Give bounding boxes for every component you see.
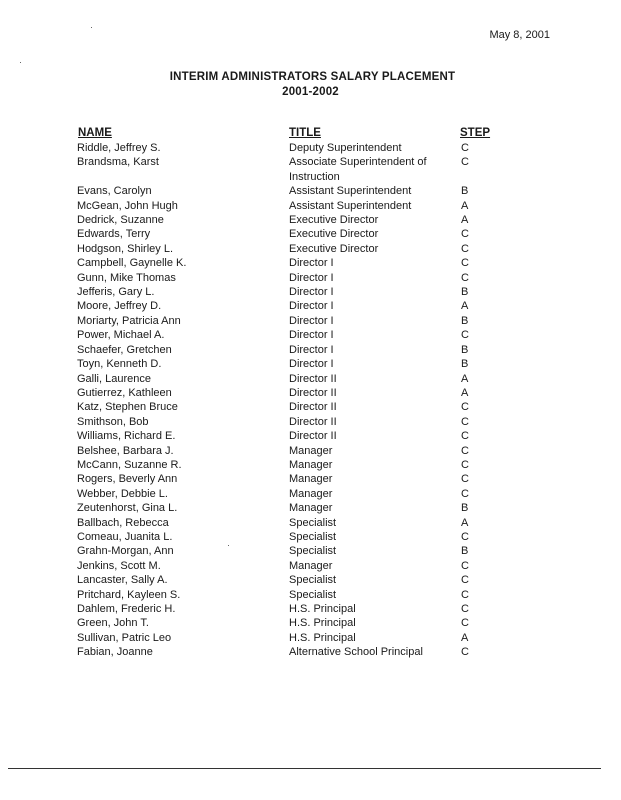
- table-row: [0, 573, 621, 587]
- row-title: H.S. Principal: [289, 603, 356, 615]
- row-title: Executive Director: [289, 214, 379, 227]
- scan-speck: [228, 545, 229, 546]
- row-name: Toyn, Kenneth D.: [77, 358, 162, 371]
- row-name: Ballbach, Rebecca: [77, 516, 169, 529]
- row-name: Jenkins, Scott M.: [77, 559, 161, 572]
- row-title: Manager: [289, 502, 333, 515]
- row-name: Belshee, Barbara J.: [77, 444, 174, 457]
- row-name: Power, Michael A.: [77, 329, 165, 342]
- row-title: Manager: [289, 487, 333, 500]
- row-title: Director I: [289, 300, 334, 313]
- row-title: Associate Superintendent of Instruction: [289, 156, 427, 183]
- row-title: Specialist: [289, 574, 337, 587]
- row-title: Director II: [289, 401, 337, 414]
- row-step: B: [461, 358, 469, 371]
- row-title: Manager: [289, 444, 333, 457]
- row-title: H.S. Principal: [289, 617, 356, 630]
- table-row: [0, 141, 621, 155]
- row-name: Schaefer, Gretchen: [77, 343, 172, 356]
- row-title: Specialist: [289, 516, 337, 529]
- row-name: Dedrick, Suzanne: [77, 214, 164, 227]
- row-title: Manager: [289, 458, 333, 471]
- row-step: A: [461, 199, 469, 212]
- row-name: McGean, John Hugh: [77, 199, 178, 212]
- row-step: C: [461, 242, 469, 255]
- row-title: Director II: [289, 372, 337, 385]
- row-step: A: [461, 386, 469, 399]
- row-title: Director II: [289, 415, 337, 428]
- row-step: C: [461, 617, 469, 630]
- row-step: C: [461, 228, 469, 241]
- column-header-step: STEP: [460, 127, 491, 139]
- row-title: Director II: [289, 430, 337, 443]
- row-step: C: [461, 156, 469, 169]
- row-title: Alternative School Principal: [289, 646, 423, 659]
- row-step: B: [461, 343, 469, 356]
- document-subtitle-year: 2001-2002: [282, 86, 339, 98]
- table-row: [0, 271, 621, 285]
- row-name: Zeutenhorst, Gina L.: [77, 502, 178, 515]
- row-title: Specialist: [289, 588, 337, 601]
- table-row: [0, 415, 621, 429]
- row-name: Dahlem, Frederic H.: [77, 603, 176, 615]
- row-step: C: [461, 142, 469, 154]
- row-name: Grahn-Morgan, Ann: [77, 545, 174, 558]
- row-step: C: [461, 603, 469, 615]
- scan-speck: [91, 27, 92, 28]
- row-step: B: [461, 185, 469, 198]
- table-row: [0, 429, 621, 443]
- table-row: [0, 386, 621, 400]
- row-title: Manager: [289, 559, 333, 572]
- table-row: [0, 544, 621, 558]
- row-name: Campbell, Gaynelle K.: [77, 257, 187, 270]
- table-row: [0, 213, 621, 227]
- table-row: [0, 602, 621, 616]
- row-title: Director II: [289, 386, 337, 399]
- table-row: [0, 199, 621, 213]
- row-name: Hodgson, Shirley L.: [77, 242, 173, 255]
- column-header-name: NAME: [78, 127, 112, 139]
- row-name: Moriarty, Patricia Ann: [77, 314, 181, 327]
- salary-placement-table: [0, 141, 621, 660]
- row-name: Green, John T.: [77, 617, 149, 630]
- row-name: Riddle, Jeffrey S.: [77, 142, 161, 154]
- document-date: May 8, 2001: [489, 29, 550, 41]
- row-title: H.S. Principal: [289, 631, 356, 644]
- document-title: INTERIM ADMINISTRATORS SALARY PLACEMENT: [169, 71, 456, 83]
- table-row: [0, 227, 621, 241]
- row-name: Katz, Stephen Bruce: [77, 401, 178, 414]
- row-title: Executive Director: [289, 228, 379, 241]
- row-step: C: [461, 487, 469, 500]
- row-name: McCann, Suzanne R.: [77, 458, 182, 471]
- row-step: A: [461, 372, 469, 385]
- row-title: Specialist: [289, 530, 337, 543]
- row-name: Rogers, Beverly Ann: [77, 473, 178, 486]
- row-step: C: [461, 588, 469, 601]
- row-name: Williams, Richard E.: [77, 430, 176, 443]
- row-step: C: [461, 530, 469, 543]
- row-name: Fabian, Joanne: [77, 646, 153, 659]
- table-row: [0, 256, 621, 270]
- row-step: C: [461, 458, 469, 471]
- table-row: [0, 285, 621, 299]
- row-name: Smithson, Bob: [77, 415, 149, 428]
- row-name: Edwards, Terry: [77, 228, 151, 241]
- row-name: Pritchard, Kayleen S.: [77, 588, 181, 601]
- table-row: [0, 343, 621, 357]
- row-step: C: [461, 401, 469, 414]
- row-step: B: [461, 502, 469, 515]
- row-step: C: [461, 430, 469, 443]
- row-name: Lancaster, Sally A.: [77, 574, 168, 587]
- row-name: Gunn, Mike Thomas: [77, 271, 176, 284]
- row-step: C: [461, 329, 469, 342]
- document-title-block: [0, 70, 621, 100]
- row-name: Webber, Debbie L.: [77, 487, 168, 500]
- row-title: Deputy Superintendent: [289, 142, 402, 154]
- row-name: Jefferis, Gary L.: [77, 286, 155, 299]
- row-step: A: [461, 300, 469, 313]
- row-title: Executive Director: [289, 242, 379, 255]
- row-title: Director I: [289, 358, 334, 371]
- row-step: C: [461, 415, 469, 428]
- table-row: [0, 458, 621, 472]
- row-step: A: [461, 631, 469, 644]
- row-name: Moore, Jeffrey D.: [77, 300, 162, 313]
- page-bottom-rule: [8, 768, 601, 769]
- table-row: [0, 588, 621, 602]
- table-row: [0, 184, 621, 198]
- row-name: Sullivan, Patric Leo: [77, 631, 172, 644]
- table-row: [0, 400, 621, 414]
- table-row: [0, 487, 621, 501]
- table-row: [0, 559, 621, 573]
- row-title: Director I: [289, 314, 334, 327]
- row-title: Director I: [289, 257, 334, 270]
- row-title: Assistant Superintendent: [289, 199, 412, 212]
- row-name: Evans, Carolyn: [77, 185, 152, 198]
- table-row: [0, 516, 621, 530]
- row-step: A: [461, 516, 469, 529]
- row-title: Director I: [289, 286, 334, 299]
- table-row: [0, 444, 621, 458]
- row-title: Manager: [289, 473, 333, 486]
- row-step: B: [461, 314, 469, 327]
- table-row: [0, 242, 621, 256]
- column-header-title: TITLE: [289, 127, 321, 139]
- table-row: [0, 530, 621, 544]
- table-row: [0, 372, 621, 386]
- row-step: C: [461, 559, 469, 572]
- row-step: C: [461, 444, 469, 457]
- row-title: Director I: [289, 343, 334, 356]
- table-row: [0, 631, 621, 645]
- row-step: C: [461, 473, 469, 486]
- row-step: B: [461, 545, 469, 558]
- table-row: [0, 645, 621, 659]
- row-step: C: [461, 646, 469, 659]
- table-row: [0, 501, 621, 515]
- row-name: Brandsma, Karst: [77, 156, 159, 169]
- scan-speck: [20, 62, 21, 63]
- row-name: Galli, Laurence: [77, 372, 151, 385]
- table-row: [0, 616, 621, 630]
- row-step: B: [461, 286, 469, 299]
- table-row: [0, 328, 621, 342]
- row-title: Assistant Superintendent: [289, 185, 412, 198]
- row-step: C: [461, 257, 469, 270]
- row-title: Director I: [289, 329, 334, 342]
- row-title: Specialist: [289, 545, 337, 558]
- table-row: [0, 155, 621, 184]
- row-name: Gutierrez, Kathleen: [77, 386, 172, 399]
- row-name: Comeau, Juanita L.: [77, 530, 173, 543]
- table-row: [0, 299, 621, 313]
- table-row: [0, 472, 621, 486]
- table-row: [0, 314, 621, 328]
- table-row: [0, 357, 621, 371]
- row-step: C: [461, 574, 469, 587]
- row-step: A: [461, 214, 469, 227]
- row-step: C: [461, 271, 469, 284]
- row-title: Director I: [289, 271, 334, 284]
